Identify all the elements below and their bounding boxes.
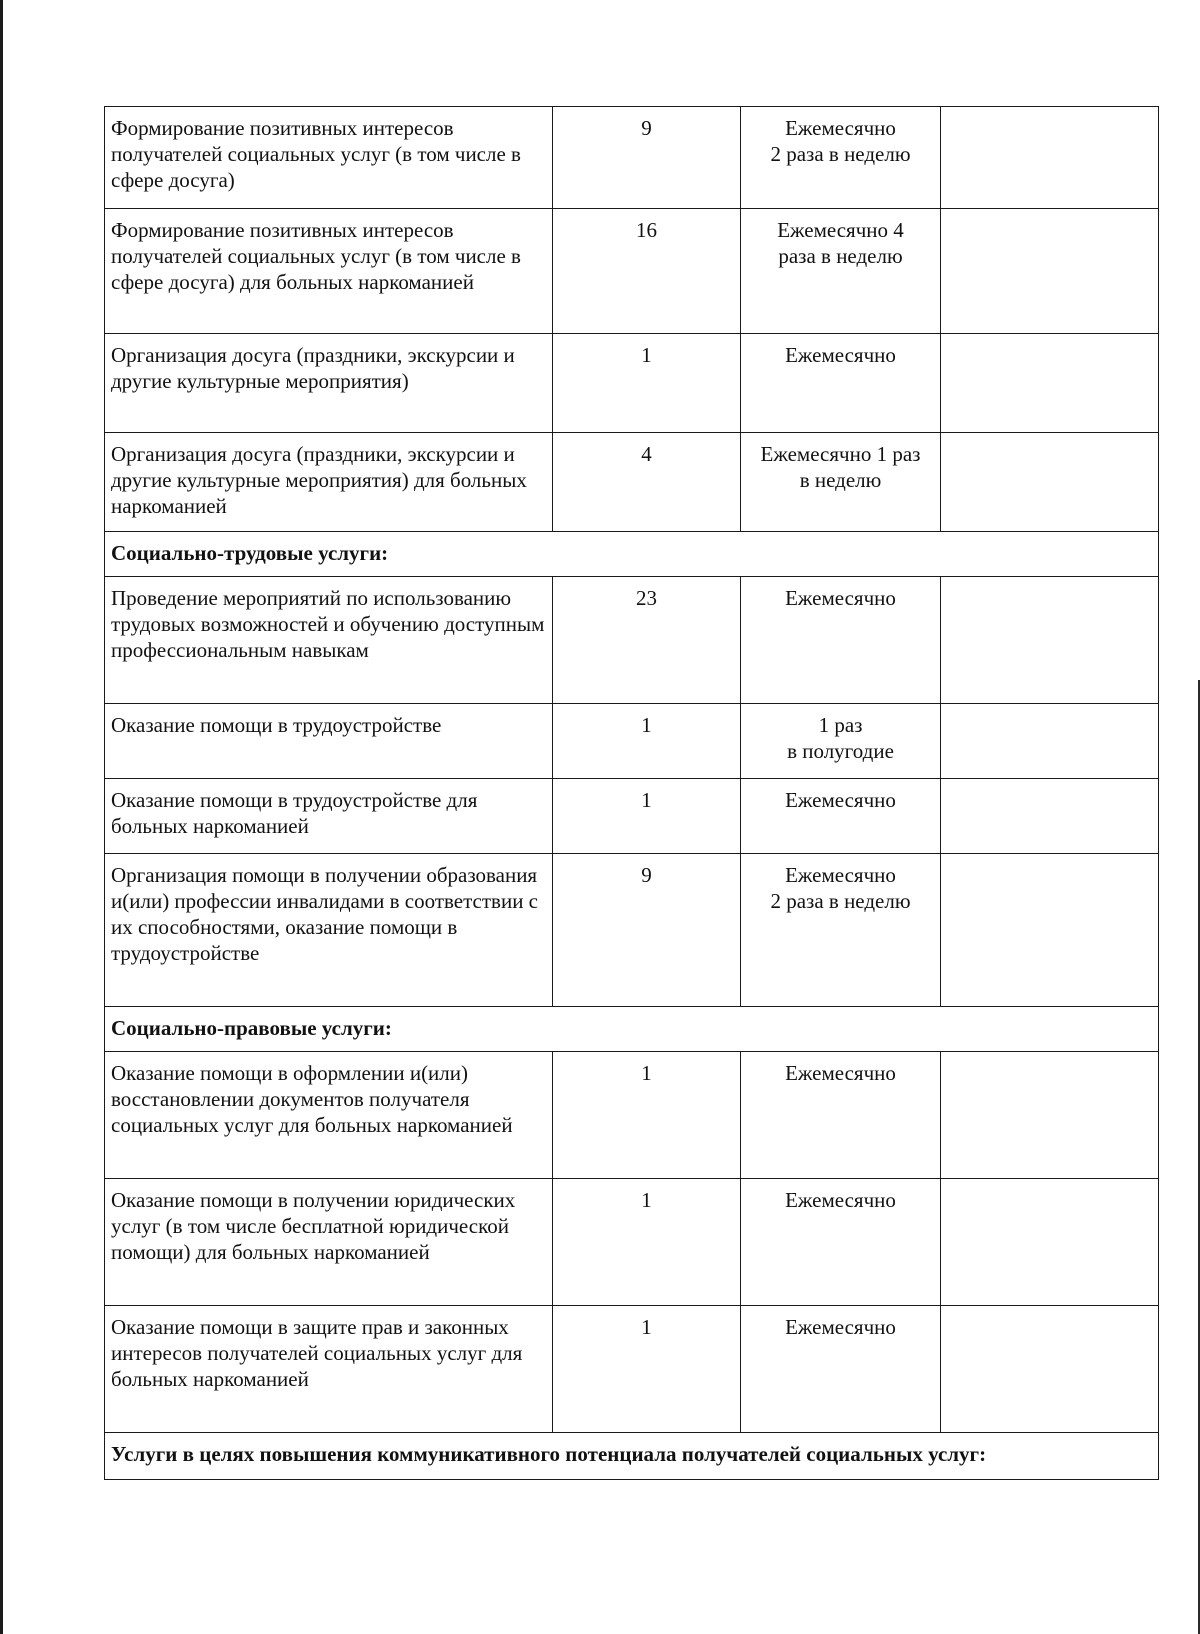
service-frequency-cell: Ежемесячно 2 раза в неделю xyxy=(741,107,941,209)
service-name-cell: Оказание помощи в трудоустройстве для больных наркоманией xyxy=(105,779,553,854)
service-name-cell: Формирование позитивных интересов получателей социальных услуг (в том числе в сфере досуга) для больных наркоманией xyxy=(105,209,553,334)
service-quantity-cell: 9 xyxy=(553,854,741,1007)
service-frequency-cell: Ежемесячно 1 раз в неделю xyxy=(741,433,941,532)
table-row xyxy=(105,1306,1159,1433)
service-note-cell xyxy=(941,209,1159,334)
service-quantity-cell: 9 xyxy=(553,107,741,209)
table-row xyxy=(105,577,1159,704)
service-note-cell xyxy=(941,334,1159,433)
table-row xyxy=(105,1179,1159,1306)
service-frequency-cell: 1 раз в полугодие xyxy=(741,704,941,779)
service-quantity-cell: 4 xyxy=(553,433,741,532)
service-quantity-cell: 23 xyxy=(553,577,741,704)
section-title-legal: Социально-правовые услуги: xyxy=(105,1007,1159,1052)
section-row xyxy=(105,1007,1159,1052)
service-name-cell: Оказание помощи в получении юридических услуг (в том числе бесплатной юридической помощи) для больных наркоманией xyxy=(105,1179,553,1306)
section-row xyxy=(105,532,1159,577)
table-row xyxy=(105,433,1159,532)
service-name-cell: Организация досуга (праздники, экскурсии и другие культурные мероприятия) для больных наркоманией xyxy=(105,433,553,532)
service-name-cell: Организация помощи в получении образования и(или) профессии инвалидами в соответствии с их способностями, оказание помощи в трудоустройстве xyxy=(105,854,553,1007)
service-frequency-cell: Ежемесячно xyxy=(741,1179,941,1306)
service-note-cell xyxy=(941,779,1159,854)
service-note-cell xyxy=(941,854,1159,1007)
services-table xyxy=(104,106,1159,1480)
service-name-cell: Формирование позитивных интересов получателей социальных услуг (в том числе в сфере досуга) xyxy=(105,107,553,209)
service-note-cell xyxy=(941,704,1159,779)
section-row xyxy=(105,1433,1159,1480)
service-quantity-cell: 16 xyxy=(553,209,741,334)
service-name-cell: Оказание помощи в трудоустройстве xyxy=(105,704,553,779)
table-row xyxy=(105,854,1159,1007)
section-title-labor: Социально-трудовые услуги: xyxy=(105,532,1159,577)
table-row xyxy=(105,107,1159,209)
service-frequency-cell: Ежемесячно xyxy=(741,334,941,433)
service-note-cell xyxy=(941,107,1159,209)
section-title-communication: Услуги в целях повышения коммуникативного потенциала получателей социальных услуг: xyxy=(105,1433,1159,1480)
service-frequency-cell: Ежемесячно 2 раза в неделю xyxy=(741,854,941,1007)
service-frequency-cell: Ежемесячно xyxy=(741,779,941,854)
table-row xyxy=(105,1052,1159,1179)
service-quantity-cell: 1 xyxy=(553,779,741,854)
service-frequency-cell: Ежемесячно xyxy=(741,1306,941,1433)
service-quantity-cell: 1 xyxy=(553,334,741,433)
table-row xyxy=(105,779,1159,854)
service-note-cell xyxy=(941,1306,1159,1433)
service-name-cell: Оказание помощи в оформлении и(или) восстановлении документов получателя социальных услуг для больных наркоманией xyxy=(105,1052,553,1179)
service-note-cell xyxy=(941,1179,1159,1306)
service-quantity-cell: 1 xyxy=(553,704,741,779)
service-name-cell: Проведение мероприятий по использованию трудовых возможностей и обучению доступным профессиональным навыкам xyxy=(105,577,553,704)
service-frequency-cell: Ежемесячно xyxy=(741,577,941,704)
service-quantity-cell: 1 xyxy=(553,1306,741,1433)
table-row xyxy=(105,334,1159,433)
service-note-cell xyxy=(941,1052,1159,1179)
service-frequency-cell: Ежемесячно xyxy=(741,1052,941,1179)
service-name-cell: Оказание помощи в защите прав и законных интересов получателей социальных услуг для больных наркоманией xyxy=(105,1306,553,1433)
service-note-cell xyxy=(941,577,1159,704)
table-row xyxy=(105,704,1159,779)
service-frequency-cell: Ежемесячно 4 раза в неделю xyxy=(741,209,941,334)
service-note-cell xyxy=(941,433,1159,532)
service-quantity-cell: 1 xyxy=(553,1179,741,1306)
table-row xyxy=(105,209,1159,334)
service-quantity-cell: 1 xyxy=(553,1052,741,1179)
scan-left-edge xyxy=(0,0,3,1634)
service-name-cell: Организация досуга (праздники, экскурсии и другие культурные мероприятия) xyxy=(105,334,553,433)
